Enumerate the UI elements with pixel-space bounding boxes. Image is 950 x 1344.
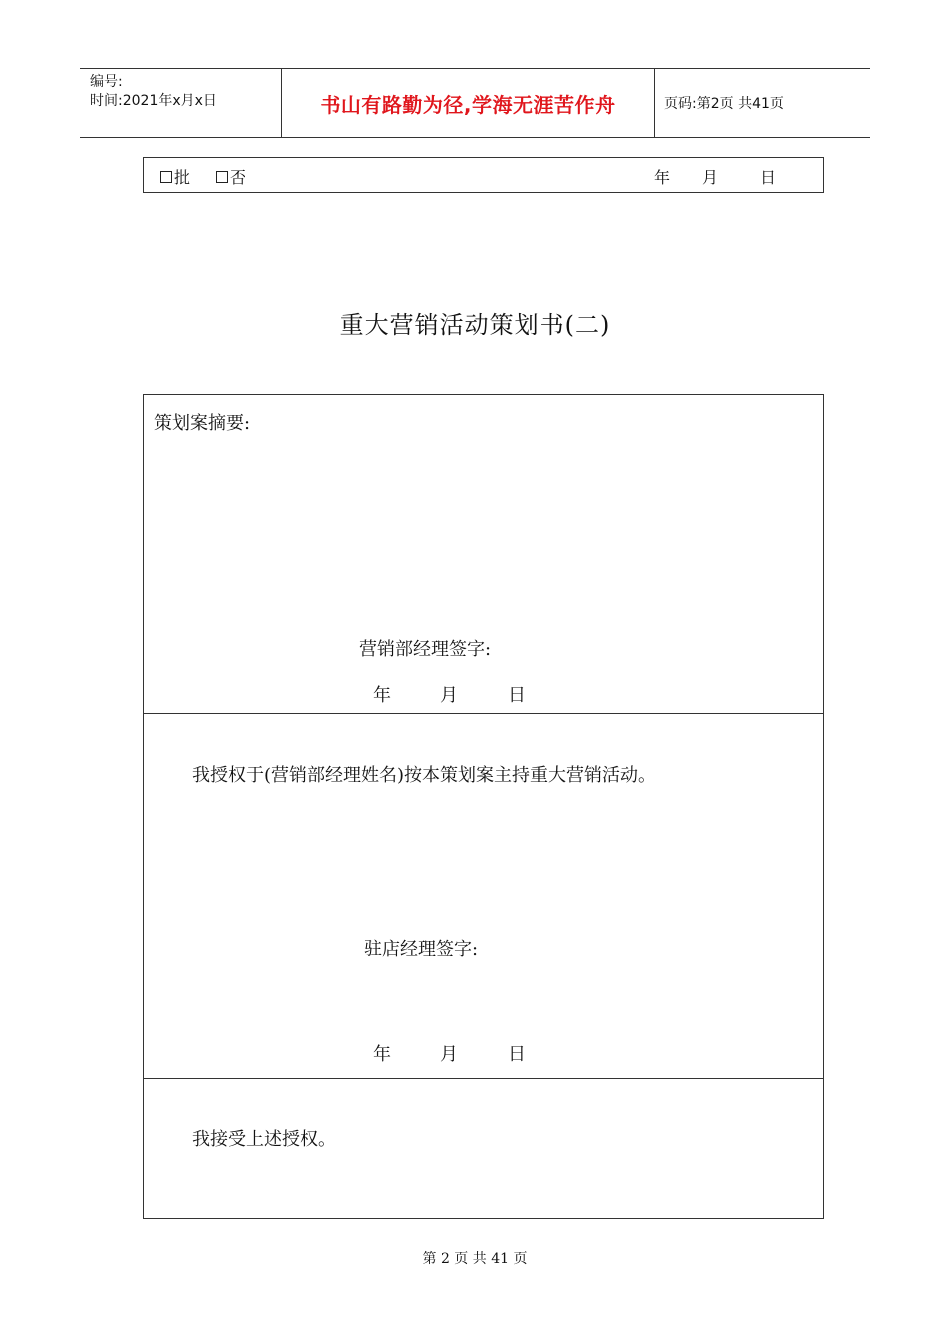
document-number-label: 编号: (90, 74, 123, 90)
document-time-label: 时间:2021年x月x日 (90, 93, 217, 109)
authorization-month: 月 (440, 1044, 458, 1065)
page-footer: 第 2 页 共 41 页 (422, 1251, 528, 1267)
summary-day: 日 (508, 685, 526, 706)
authorization-year: 年 (373, 1044, 391, 1065)
section-divider (144, 1078, 823, 1079)
header-divider (654, 69, 655, 137)
approval-year: 年 (654, 168, 671, 187)
header-page-number: 页码:第2页 共41页 (664, 96, 784, 112)
header-motto: 书山有路勤为径,学海无涯苦作舟 (320, 93, 616, 117)
approve-checkbox[interactable] (160, 171, 172, 183)
section-divider (144, 713, 823, 714)
approval-day: 日 (760, 168, 777, 187)
reject-option[interactable] (216, 165, 246, 188)
reject-checkbox[interactable] (216, 171, 228, 183)
reject-label: 否 (230, 168, 247, 187)
header-meta (90, 73, 217, 111)
authorization-day: 日 (508, 1044, 526, 1065)
marketing-manager-signature-label: 营销部经理签字: (359, 639, 492, 660)
approve-option[interactable] (160, 165, 190, 188)
store-manager-signature-label: 驻店经理签字: (364, 939, 479, 960)
authorization-text: 我授权于(营销部经理姓名)按本策划案主持重大营销活动。 (192, 765, 657, 786)
approve-label: 批 (174, 168, 191, 187)
page-header (80, 68, 870, 138)
page-title: 重大营销活动策划书(二) (339, 311, 611, 339)
acceptance-text: 我接受上述授权。 (192, 1129, 336, 1150)
summary-year: 年 (373, 685, 391, 706)
planning-form (143, 394, 824, 1219)
summary-label: 策划案摘要: (154, 413, 251, 434)
summary-month: 月 (440, 685, 458, 706)
approval-month: 月 (702, 168, 719, 187)
approval-row (143, 157, 824, 193)
